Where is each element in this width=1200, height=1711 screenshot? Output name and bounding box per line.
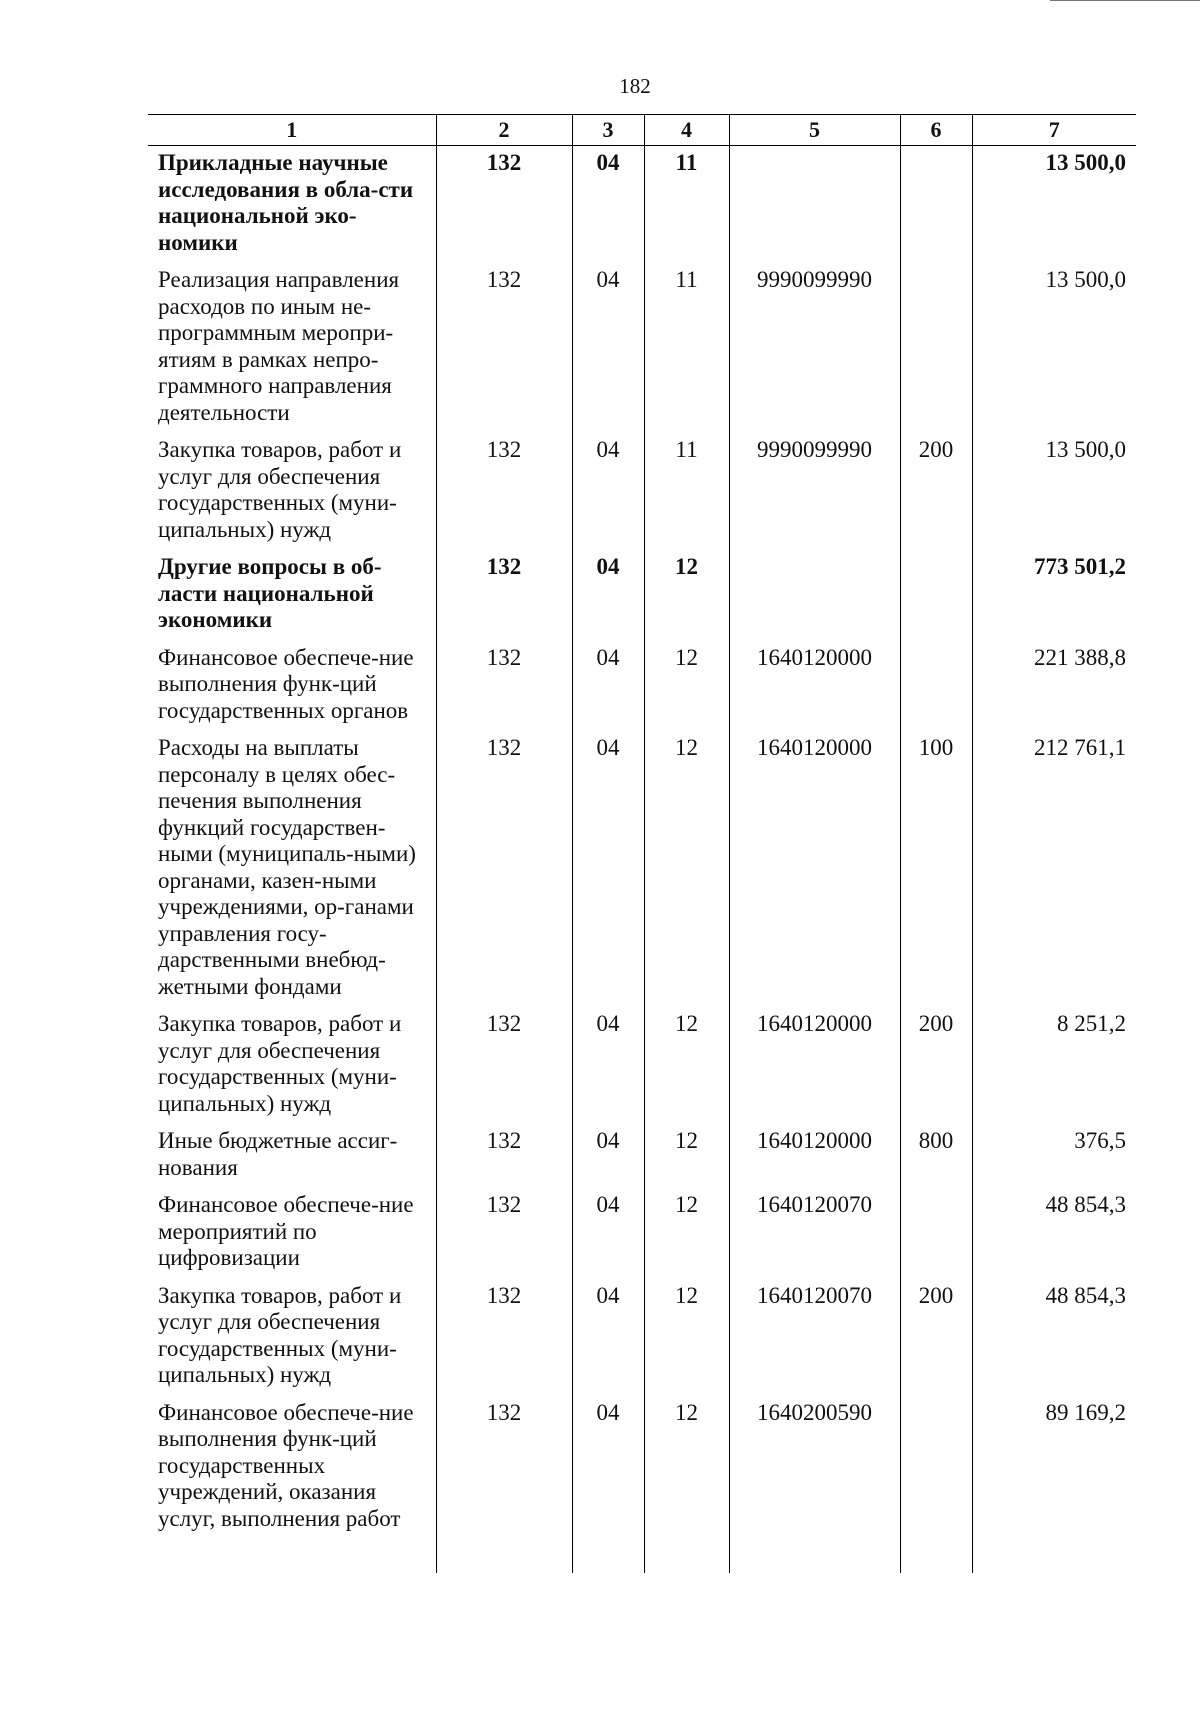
row-name: Финансовое обеспече-ние мероприятий по цифровизации (148, 1188, 436, 1279)
row-name: Другие вопросы в об-ласти национальной экономики (148, 550, 436, 641)
row-name: Закупка товаров, работ и услуг для обеспечения государственных (муни-ципальных) нужд (148, 433, 436, 550)
spacer-cell (436, 1539, 572, 1573)
row-amount: 221 388,8 (972, 641, 1136, 732)
row-subsection: 12 (644, 1396, 729, 1540)
row-target-article: 9990099990 (729, 433, 900, 550)
table-row (148, 146, 1136, 264)
spacer-cell (572, 1539, 644, 1573)
row-expense-type: 200 (900, 1279, 972, 1396)
row-grbs: 132 (436, 433, 572, 550)
row-expense-type (900, 550, 972, 641)
row-target-article (729, 550, 900, 641)
row-subsection: 11 (644, 263, 729, 433)
row-subsection: 12 (644, 550, 729, 641)
row-expense-type (900, 1188, 972, 1279)
row-grbs: 132 (436, 1279, 572, 1396)
table-row (148, 1188, 1136, 1279)
row-grbs: 132 (436, 1396, 572, 1540)
table-bottom-spacer (148, 1539, 1136, 1573)
row-target-article: 1640120070 (729, 1188, 900, 1279)
row-name: Финансовое обеспече-ние выполнения функ-ций государственных учреждений, оказания услуг, выполнения работ (148, 1396, 436, 1540)
row-expense-type: 800 (900, 1124, 972, 1188)
row-section: 04 (572, 731, 644, 1007)
table-row (148, 433, 1136, 550)
header-col-2: 2 (436, 115, 572, 146)
row-amount: 13 500,0 (972, 263, 1136, 433)
row-subsection: 12 (644, 641, 729, 732)
row-name: Финансовое обеспече-ние выполнения функ-ций государственных органов (148, 641, 436, 732)
scan-edge-line (1050, 0, 1200, 1)
table-row (148, 263, 1136, 433)
row-section: 04 (572, 1279, 644, 1396)
row-section: 04 (572, 641, 644, 732)
header-col-7: 7 (972, 115, 1136, 146)
row-subsection: 12 (644, 731, 729, 1007)
row-section: 04 (572, 1188, 644, 1279)
spacer-cell (972, 1539, 1136, 1573)
row-name: Закупка товаров, работ и услуг для обеспечения государственных (муни-ципальных) нужд (148, 1279, 436, 1396)
table-row (148, 1396, 1136, 1540)
row-expense-type (900, 641, 972, 732)
row-amount: 13 500,0 (972, 433, 1136, 550)
row-name: Иные бюджетные ассиг-нования (148, 1124, 436, 1188)
row-section: 04 (572, 263, 644, 433)
header-col-3: 3 (572, 115, 644, 146)
row-expense-type (900, 263, 972, 433)
table-row (148, 1124, 1136, 1188)
spacer-cell (644, 1539, 729, 1573)
row-target-article: 1640120000 (729, 641, 900, 732)
spacer-cell (729, 1539, 900, 1573)
row-grbs: 132 (436, 1188, 572, 1279)
row-amount: 13 500,0 (972, 146, 1136, 264)
row-expense-type (900, 1396, 972, 1540)
budget-table (148, 114, 1136, 1573)
header-col-4: 4 (644, 115, 729, 146)
row-name: Прикладные научные исследования в обла-сти национальной эко-номики (148, 146, 436, 264)
row-subsection: 12 (644, 1007, 729, 1124)
row-subsection: 12 (644, 1279, 729, 1396)
row-section: 04 (572, 1124, 644, 1188)
row-expense-type: 200 (900, 1007, 972, 1124)
row-target-article: 1640120000 (729, 731, 900, 1007)
row-subsection: 12 (644, 1188, 729, 1279)
header-col-6: 6 (900, 115, 972, 146)
table-row (148, 550, 1136, 641)
row-target-article: 1640120000 (729, 1124, 900, 1188)
row-section: 04 (572, 1007, 644, 1124)
header-col-1: 1 (148, 115, 436, 146)
row-section: 04 (572, 146, 644, 264)
row-target-article: 1640120070 (729, 1279, 900, 1396)
row-subsection: 11 (644, 146, 729, 264)
row-amount: 773 501,2 (972, 550, 1136, 641)
row-amount: 48 854,3 (972, 1279, 1136, 1396)
table-body (148, 146, 1136, 1574)
row-name: Расходы на выплаты персоналу в целях обес-печения выполнения функций государствен-ными (муниципаль-ными) органами, казен-ными учреждениями, ор-ганами управления госу-дарственными внебюд-жетными фондами (148, 731, 436, 1007)
row-subsection: 11 (644, 433, 729, 550)
row-grbs: 132 (436, 1007, 572, 1124)
page-number: 182 (619, 74, 651, 98)
row-expense-type: 100 (900, 731, 972, 1007)
table-row (148, 641, 1136, 732)
row-name: Реализация направления расходов по иным не-программным меропри-ятиям в рамках непро-граммного направления деятельности (148, 263, 436, 433)
row-grbs: 132 (436, 641, 572, 732)
row-grbs: 132 (436, 263, 572, 433)
header-col-5: 5 (729, 115, 900, 146)
row-target-article: 1640120000 (729, 1007, 900, 1124)
spacer-cell (900, 1539, 972, 1573)
row-expense-type: 200 (900, 433, 972, 550)
row-section: 04 (572, 550, 644, 641)
table-row (148, 731, 1136, 1007)
row-name: Закупка товаров, работ и услуг для обеспечения государственных (муни-ципальных) нужд (148, 1007, 436, 1124)
row-target-article (729, 146, 900, 264)
row-amount: 48 854,3 (972, 1188, 1136, 1279)
header-row (148, 115, 1136, 146)
row-grbs: 132 (436, 146, 572, 264)
row-amount: 212 761,1 (972, 731, 1136, 1007)
table-row (148, 1007, 1136, 1124)
row-grbs: 132 (436, 1124, 572, 1188)
row-subsection: 12 (644, 1124, 729, 1188)
row-target-article: 1640200590 (729, 1396, 900, 1540)
row-amount: 8 251,2 (972, 1007, 1136, 1124)
row-amount: 376,5 (972, 1124, 1136, 1188)
row-expense-type (900, 146, 972, 264)
row-target-article: 9990099990 (729, 263, 900, 433)
row-section: 04 (572, 1396, 644, 1540)
spacer-cell (148, 1539, 436, 1573)
row-amount: 89 169,2 (972, 1396, 1136, 1540)
row-grbs: 132 (436, 731, 572, 1007)
table-row (148, 1279, 1136, 1396)
row-grbs: 132 (436, 550, 572, 641)
row-section: 04 (572, 433, 644, 550)
